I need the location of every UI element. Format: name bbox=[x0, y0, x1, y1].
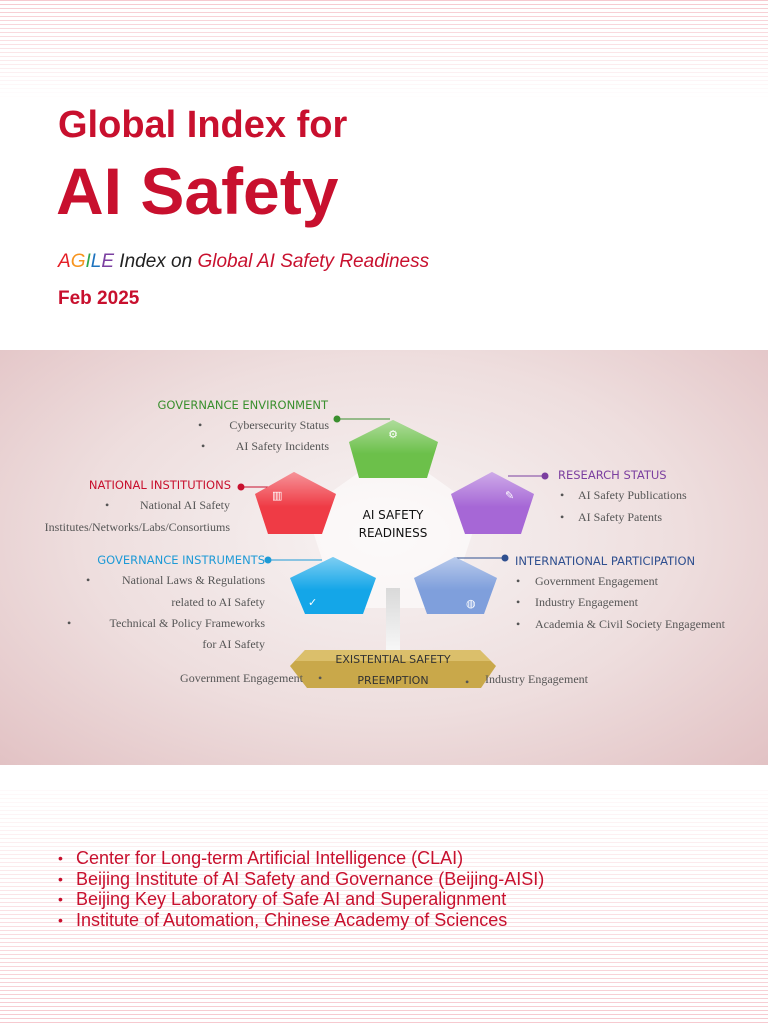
bullet: • bbox=[86, 573, 91, 587]
research-status-pentagon bbox=[451, 472, 534, 534]
governance-instruments-item: related to AI Safety bbox=[171, 595, 265, 609]
organization-item: • Beijing Key Laboratory of Safe AI and Superalignment bbox=[58, 889, 544, 910]
agile-letter: L bbox=[90, 251, 102, 272]
agile-letter: A bbox=[58, 251, 71, 272]
bullet: • bbox=[198, 418, 203, 432]
bullet: • bbox=[516, 617, 521, 631]
governance-environment-heading: GOVERNANCE ENVIRONMENT bbox=[157, 398, 328, 412]
stem-connector bbox=[386, 588, 400, 650]
governance-environment-pentagon bbox=[349, 420, 438, 478]
existential-label-line-1: EXISTENTIAL SAFETY bbox=[335, 653, 451, 666]
governance-instruments-heading: GOVERNANCE INSTRUMENTS bbox=[97, 553, 265, 567]
building-icon: ▥ bbox=[272, 489, 283, 502]
bullet: • bbox=[105, 498, 110, 512]
connector-dot bbox=[334, 416, 341, 423]
agile-letter: E bbox=[101, 251, 115, 272]
research-status-item: AI Safety Publications bbox=[578, 488, 687, 502]
connector-dot bbox=[265, 557, 272, 564]
organization-item: • Beijing Institute of AI Safety and Governance (Beijing-AISI) bbox=[58, 869, 544, 890]
bullet: • bbox=[516, 595, 521, 609]
bullet: • bbox=[560, 510, 565, 524]
agile-wordmark bbox=[58, 251, 114, 272]
bullet: • bbox=[560, 488, 565, 502]
organization-list bbox=[58, 848, 544, 930]
publication-date: Feb 2025 bbox=[58, 288, 140, 309]
national-institutions-pentagon bbox=[255, 472, 336, 534]
subtitle-tail: Global AI Safety Readiness bbox=[197, 251, 430, 272]
bullet: • bbox=[318, 671, 323, 685]
document-icon: ✓ bbox=[308, 596, 318, 609]
subtitle bbox=[58, 251, 429, 273]
existential-right-item: Industry Engagement bbox=[485, 672, 588, 686]
center-label-line-2: READINESS bbox=[358, 526, 428, 540]
governance-environment-item: AI Safety Incidents bbox=[235, 439, 329, 453]
governance-environment-item: Cybersecurity Status bbox=[229, 418, 329, 432]
globe-icon: ◍ bbox=[466, 597, 476, 610]
title-line-1: Global Index for bbox=[58, 104, 348, 146]
research-icon: ✎ bbox=[505, 489, 515, 502]
international-participation-heading: INTERNATIONAL PARTICIPATION bbox=[515, 554, 696, 568]
governance-instruments-item: National Laws & Regulations bbox=[122, 573, 265, 587]
bullet: • bbox=[516, 574, 521, 588]
research-status-item: AI Safety Patents bbox=[578, 510, 662, 524]
international-participation-item: Government Engagement bbox=[535, 574, 658, 588]
existential-label-line-2: PREEMPTION bbox=[357, 674, 429, 687]
international-participation-item: Academia & Civil Society Engagement bbox=[535, 617, 725, 631]
national-institutions-heading: NATIONAL INSTITUTIONS bbox=[88, 478, 231, 492]
bullet: • bbox=[201, 439, 206, 453]
agile-letter: G bbox=[70, 251, 86, 272]
center-label-line-1: AI SAFETY bbox=[362, 508, 424, 522]
agile-letter: I bbox=[85, 251, 91, 272]
national-institutions-item: Institutes/Networks/Labs/Consortiums bbox=[44, 520, 230, 534]
subtitle-middle: Index on bbox=[114, 251, 198, 272]
organization-item: • Institute of Automation, Chinese Academy of Sciences bbox=[58, 910, 544, 931]
connector-dot bbox=[502, 555, 509, 562]
title-line-2: AI Safety bbox=[56, 154, 339, 228]
readiness-diagram-panel bbox=[0, 350, 768, 765]
top-stripe-decoration bbox=[0, 0, 768, 100]
research-status-heading: RESEARCH STATUS bbox=[558, 468, 667, 482]
governance-instruments-item: Technical & Policy Frameworks bbox=[109, 616, 265, 630]
governance-instruments-item: for AI Safety bbox=[202, 637, 265, 651]
existential-left-item: Government Engagement bbox=[180, 671, 303, 685]
connector-dot bbox=[542, 473, 549, 480]
connector-dot bbox=[238, 484, 245, 491]
national-institutions-item: National AI Safety bbox=[140, 498, 230, 512]
bullet: • bbox=[465, 675, 470, 689]
shield-glyph-icon: ⚙ bbox=[388, 428, 398, 441]
organization-item: • Center for Long-term Artificial Intelligence (CLAI) bbox=[58, 848, 544, 869]
international-participation-item: Industry Engagement bbox=[535, 595, 638, 609]
readiness-diagram bbox=[0, 350, 768, 765]
bullet: • bbox=[67, 616, 72, 630]
